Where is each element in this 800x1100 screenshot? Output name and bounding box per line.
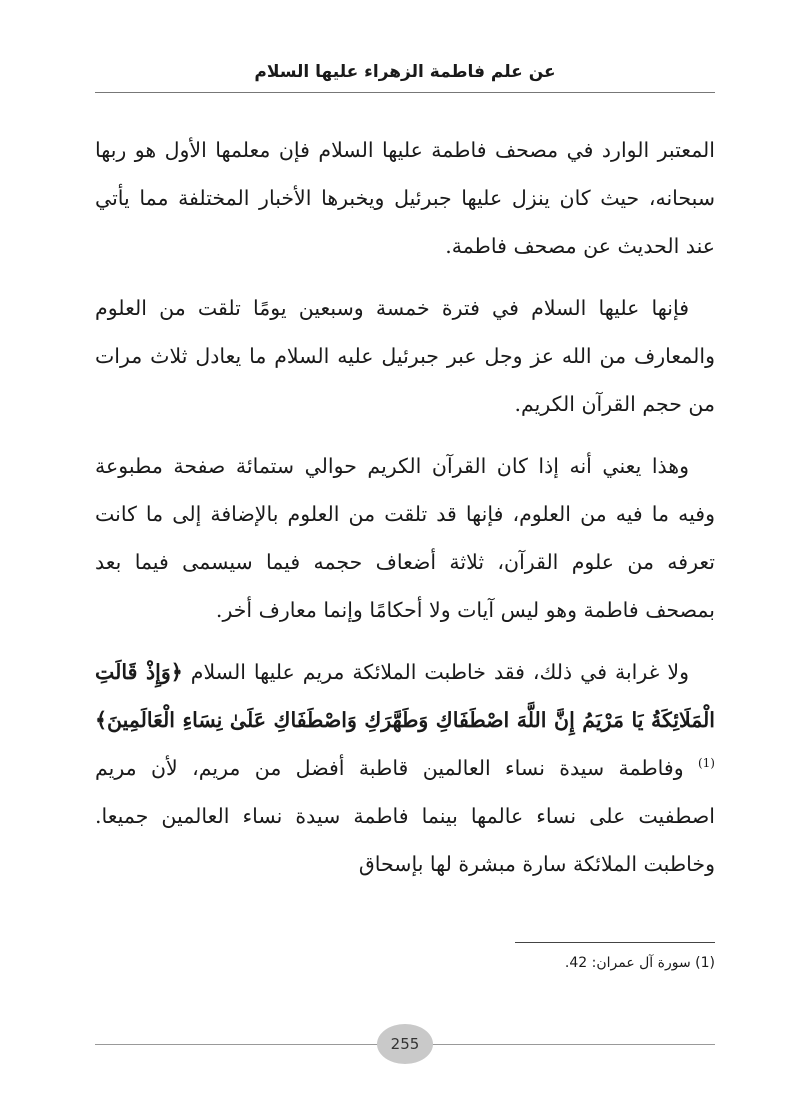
main-text bbox=[95, 126, 715, 902]
page-header bbox=[95, 50, 715, 94]
footnote-text: سورة آل عمران: 42. bbox=[564, 955, 691, 971]
running-title: عن علم فاطمة الزهراء عليها السلام bbox=[254, 62, 556, 82]
footnote-number: (1) bbox=[695, 955, 715, 971]
page-footer bbox=[95, 1024, 715, 1064]
paragraph-4 bbox=[95, 648, 715, 888]
paragraph-4-rest: وفاطمة سيدة نساء العالمين قاطبة أفضل من مريم، لأن مريم اصطفيت على نساء عالمها بينما فاطمة سيدة نساء العالمين جميعا. وخاطبت الملائكة سارة مبشرة لها بإسحاق bbox=[95, 756, 715, 876]
footnote-divider bbox=[515, 942, 715, 943]
quran-verse: ﴿وَإِذْ قَالَتِ الْمَلَائِكَةُ يَا مَرْيَمُ إِنَّ اللَّهَ اصْطَفَاكِ وَطَهَّرَكِ وَاصْطَفَاكِ عَلَىٰ نِسَاءِ الْعَالَمِينَ﴾ bbox=[95, 660, 715, 732]
paragraph-1: المعتبر الوارد في مصحف فاطمة عليها السلام فإن معلمها الأول هو ربها سبحانه، حيث كان ينزل عليها جبرئيل ويخبرها الأخبار المختلفة مما يأتي عند الحديث عن مصحف فاطمة. bbox=[95, 138, 715, 258]
paragraph-4-intro: ولا غرابة في ذلك، فقد خاطبت الملائكة مريم عليها السلام bbox=[190, 660, 689, 684]
footnote bbox=[95, 955, 715, 971]
paragraph-3: وهذا يعني أنه إذا كان القرآن الكريم حوالي ستمائة صفحة مطبوعة وفيه ما فيه من العلوم، فإنها قد تلقت من العلوم بالإضافة إلى ما كانت تعرفه من علوم القرآن، ثلاثة أضعاف حجمه فيما سيسمى فيما بعد بمصحف فاطمة وهو ليس آيات ولا أحكامًا وإنما معارف أخر. bbox=[95, 454, 715, 622]
paragraph-2: فإنها عليها السلام في فترة خمسة وسبعين يومًا تلقت من العلوم والمعارف من الله عز وجل عبر جبرئيل عليه السلام ما يعادل ثلاث مرات من حجم القرآن الكريم. bbox=[95, 296, 715, 416]
footnote-reference[interactable]: (1) bbox=[697, 756, 715, 771]
header-divider bbox=[95, 92, 715, 93]
page-number: 255 bbox=[377, 1024, 433, 1064]
